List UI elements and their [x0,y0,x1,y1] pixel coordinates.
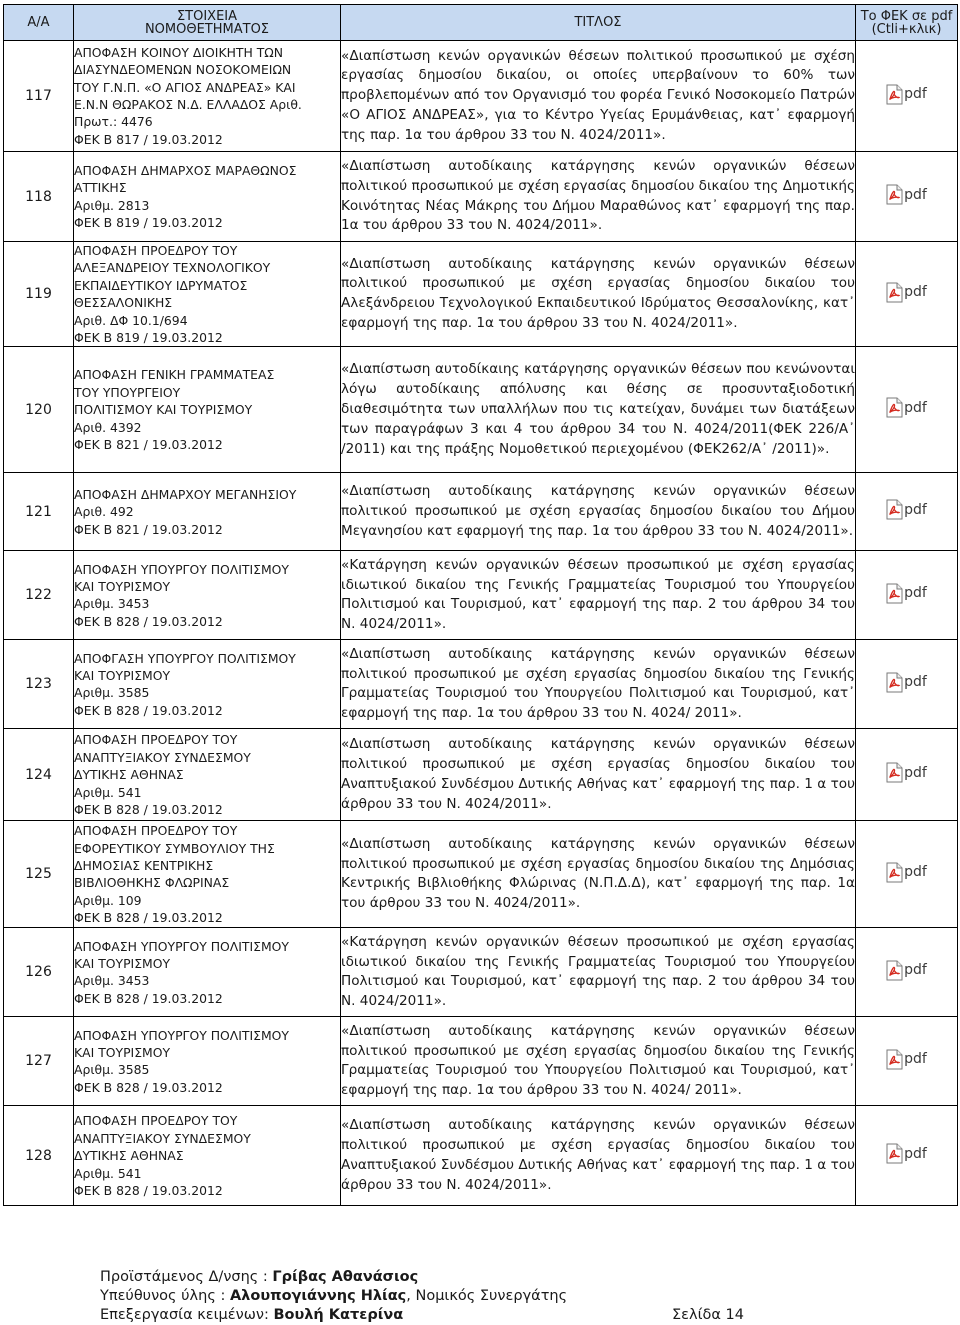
pdf-link-label: pdf [904,501,927,518]
row-title: «Διαπίστωση αυτοδίκαιης κατάργησης κενών οργανικών θέσεων πολιτικού προσωπικού με σχέση εργασίας δημοσίου δικαίου του Δήμου Μεγανησίου κατ εφαρμογή της παρ. 1α του άρθρου 33 του Ν. 4024/2011». [341,473,856,551]
row-source: ΑΠΟΦΑΣΗ ΠΡΟΕΔΡΟΥ ΤΟΥ ΑΝΑΠΤΥΞΙΑΚΟΥ ΣΥΝΔΕΣΜΟΥ ΔΥΤΙΚΗΣ ΑΘΗΝΑΣ Αριθμ. 541 ΦΕΚ Β 828 / 19.03.2012 [74,1106,341,1206]
pdf-link[interactable] [886,672,927,693]
table-row [4,473,958,551]
header-pdf [856,5,958,41]
row-number: 122 [4,551,74,640]
pdf-link-label: pdf [904,674,927,691]
row-pdf-cell [856,1017,958,1106]
row-pdf-cell [856,1106,958,1206]
row-pdf-cell [856,928,958,1017]
pdf-file-icon [886,1049,903,1070]
row-source: ΑΠΟΦΑΣΗ ΥΠΟΥΡΓΟΥ ΠΟΛΙΤΙΣΜΟΥ ΚΑΙ ΤΟΥΡΙΣΜΟΥ Αριθμ. 3585 ΦΕΚ Β 828 / 19.03.2012 [74,1017,341,1106]
row-source: ΑΠΟΦΑΣΗ ΠΡΟΕΔΡΟΥ ΤΟΥ ΑΝΑΠΤΥΞΙΑΚΟΥ ΣΥΝΔΕΣΜΟΥ ΔΥΤΙΚΗΣ ΑΘΗΝΑΣ Αριθμ. 541 ΦΕΚ Β 828 / 19.03.2012 [74,729,341,821]
pdf-file-icon [886,583,903,604]
row-source: ΑΠΟΦΑΣΗ ΠΡΟΕΔΡΟΥ ΤΟΥ ΑΛΕΞΑΝΔΡΕΙΟΥ ΤΕΧΝΟΛΟΓΙΚΟΥ ΕΚΠΑΙΔΕΥΤΙΚΟΥ ΙΔΡΥΜΑΤΟΣ ΘΕΣΣΑΛΟΝΙΚΗΣ Αριθ. ΔΦ 10.1/694 ΦΕΚ Β 819 / 19.03.2012 [74,242,341,347]
row-pdf-cell [856,640,958,729]
pdf-link-label: pdf [904,1145,927,1162]
pdf-file-icon [886,672,903,693]
pdf-file-icon [886,282,903,303]
row-pdf-cell [856,41,958,152]
row-pdf-cell [856,473,958,551]
row-number: 119 [4,242,74,347]
pdf-link[interactable] [886,184,927,205]
pdf-file-icon [886,762,903,783]
header-pdf-line2: (Ctli+κλικ) [871,21,942,37]
footer-editor-name: Αλουπογιάννης Ηλίας [229,1288,407,1304]
pdf-link-label: pdf [904,864,927,881]
row-source: ΑΠΟΦΓΑΣΗ ΥΠΟΥΡΓΟΥ ΠΟΛΙΤΙΣΜΟΥ ΚΑΙ ΤΟΥΡΙΣΜΟΥ Αριθμ. 3585 ΦΕΚ Β 828 / 19.03.2012 [74,640,341,729]
row-source: ΑΠΟΦΑΣΗ ΠΡΟΕΔΡΟΥ ΤΟΥ ΕΦΟΡΕΥΤΙΚΟΥ ΣΥΜΒΟΥΛΙΟΥ ΤΗΣ ΔΗΜΟΣΙΑΣ ΚΕΝΤΡΙΚΗΣ ΒΙΒΛΙΟΘΗΚΗΣ ΦΛΩΡΙΝΑΣ Αριθμ. 109 ΦΕΚ Β 828 / 19.03.2012 [74,821,341,928]
footer-head-line [100,1268,920,1287]
row-title: «Διαπίστωση αυτοδίκαιης κατάργησης κενών οργανικών θέσεων πολιτικού προσωπικού με σχέση εργασίας δημοσίου δικαίου της Δημοτικής Κοινότητας Νέας Μάκρης του Δήμου Μαραθώνος κατ᾽ εφαρμογή της παρ. 1α του άρθρου 33 του Ν. 4024/2011». [341,152,856,242]
row-title: «Διαπίστωση αυτοδίκαιης κατάργησης κενών οργανικών θέσεων πολιτικού προσωπικού με σχέση εργασίας δημοσίου δικαίου του Αναπτυξιακού Συνδέσμου Δυτικής Αθήνας κατ᾽ εφαρμογή της παρ. 1 α του άρθρου 33 του Ν. 4024/2011». [341,729,856,821]
row-number: 118 [4,152,74,242]
row-source: ΑΠΟΦΑΣΗ ΔΗΜΑΡΧΟΣ ΜΑΡΑΘΩΝΟΣ ΑΤΤΙΚΗΣ Αριθμ. 2813 ΦΕΚ Β 819 / 19.03.2012 [74,152,341,242]
footer-head-name: Γρίβας Αθανάσιος [272,1269,419,1285]
pdf-link[interactable] [886,1049,927,1070]
row-source: ΑΠΟΦΑΣΗ ΔΗΜΑΡΧΟΥ ΜΕΓΑΝΗΣΙΟΥ Αριθ. 492 ΦΕΚ Β 821 / 19.03.2012 [74,473,341,551]
footer-processing-line [100,1306,920,1325]
pdf-link-label: pdf [904,399,927,416]
document-footer [100,1268,920,1325]
footer-processing-label: Επεξεργασία κειμένων: [100,1307,274,1323]
pdf-file-icon [886,862,903,883]
decisions-table [3,4,958,1206]
row-source: ΑΠΟΦΑΣΗ ΚΟΙΝΟΥ ΔΙΟΙΚΗΤΗ ΤΩΝ ΔΙΑΣΥΝΔΕΟΜΕΝΩΝ ΝΟΣΟΚΟΜΕΙΩΝ ΤΟΥ Γ.Ν.Π. «Ο ΑΓΙΟΣ ΑΝΔΡΕΑΣ» ΚΑΙ Ε.Ν.Ν ΘΩΡΑΚΟΣ Ν.Δ. ΕΛΛΑΔΟΣ Αριθ. Πρωτ.: 4476 ΦΕΚ Β 817 / 19.03.2012 [74,41,341,152]
table-row [4,1017,958,1106]
footer-editor-label: Υπεύθυνος ύλης : [100,1288,230,1304]
pdf-link[interactable] [886,960,927,981]
table-body [4,41,958,1206]
table-row [4,551,958,640]
table-row [4,347,958,473]
pdf-link[interactable] [886,1143,927,1164]
header-no: Α/Α [4,5,74,41]
table-row [4,242,958,347]
table-row [4,152,958,242]
pdf-link[interactable] [886,282,927,303]
table-row [4,821,958,928]
header-source-line1: ΣΤΟΙΧΕΙΑ [176,8,238,24]
row-number: 123 [4,640,74,729]
row-title: «Κατάργηση κενών οργανικών θέσεων προσωπικού με σχέση εργασίας ιδιωτικού δικαίου της Γενικής Γραμματείας Τουρισμού του Υπουργείου Πολιτισμού και Τουρισμού, κατ᾽ εφαρμογή της παρ. 2 του άρθρου 34 του Ν. 4024/2011». [341,928,856,1017]
row-pdf-cell [856,821,958,928]
header-title: ΤΙΤΛΟΣ [341,5,856,41]
row-pdf-cell [856,242,958,347]
header-source-line2: ΝΟΜΟΘΕΤΗΜΑΤΟΣ [144,21,270,37]
header-source [74,5,341,41]
row-number: 125 [4,821,74,928]
pdf-file-icon [886,184,903,205]
row-number: 121 [4,473,74,551]
row-title: «Διαπίστωση αυτοδίκαιης κατάργησης κενών οργανικών θέσεων πολιτικού προσωπικού με σχέση εργασίας δημοσίου δικαίου της Γενικής Γραμματείας Τουρισμού του Υπουργείου Πολιτισμού και Τουρισμού, κατ᾽ εφαρμογή της παρ. 1α του άρθρου 33 του Ν. 4024/ 2011». [341,1017,856,1106]
pdf-link-label: pdf [904,86,927,102]
footer-editor-role: , Νομικός Συνεργάτης [406,1288,568,1304]
row-pdf-cell [856,347,958,473]
row-pdf-cell [856,729,958,821]
pdf-file-icon [886,960,903,981]
footer-processing-name: Βουλή Κατερίνα [273,1307,404,1323]
table-row [4,41,958,152]
pdf-link-label: pdf [904,186,927,203]
pdf-link[interactable] [886,499,927,520]
page-number: Σελίδα 14 [672,1307,744,1323]
row-title: «Διαπίστωση αυτοδίκαιης κατάργησης κενών οργανικών θέσεων πολιτικού προσωπικού με σχέση εργασίας δημοσίου δικαίου της Γενικής Γραμματείας Τουρισμού του Υπουργείου Πολιτισμού και Τουρισμού, κατ᾽ εφαρμογή της παρ. 1α του άρθρου 33 του Ν. 4024/ 2011». [341,640,856,729]
pdf-link[interactable] [886,84,927,105]
row-title: «Διαπίστωση αυτοδίκαιης κατάργησης κενών οργανικών θέσεων πολιτικού προσωπικού με σχέση εργασίας δημοσίου δικαίου του Αλεξάνδρειου Τεχνολογικού Εκπαιδευτικού Ιδρύματος Θεσσαλονίκης, κατ᾽ εφαρμογή της παρ. 1α του άρθρου 33 του Ν. 4024/2011». [341,242,856,347]
table-row [4,1106,958,1206]
table-header-row [4,5,958,41]
pdf-link-label: pdf [904,1051,927,1068]
table-row [4,928,958,1017]
pdf-link[interactable] [886,397,927,418]
pdf-link[interactable] [886,583,927,604]
row-number: 117 [4,41,74,152]
pdf-file-icon [886,397,903,418]
footer-editor-line [100,1287,920,1306]
row-number: 120 [4,347,74,473]
header-pdf-line1: Το ΦΕΚ σε pdf [860,8,953,24]
row-title: «Διαπίστωση αυτοδίκαιης κατάργησης κενών οργανικών θέσεων πολιτικού προσωπικού με σχέση εργασίας δημοσίου δικαίου της Δημόσιας Κεντρικής Βιβλιοθήκης Φλώρινας (Ν.Π.Δ.Δ), κατ᾽ εφαρμογή της παρ. 1α του άρθρου 33 του Ν. 4024/2011». [341,821,856,928]
row-number: 126 [4,928,74,1017]
pdf-link-label: pdf [904,764,927,781]
row-pdf-cell [856,152,958,242]
row-pdf-cell [856,551,958,640]
row-title: «Διαπίστωση κενών οργανικών θέσεων πολιτικού προσωπικού με σχέση εργασίας δημοσίου δικαίου, οι οποίες υπερβαίνουν το 60% των προβλεπομένων από τον Οργανισμό του φορέα Γενικό Νοσοκομείο Πατρών «Ο ΑΓΙΟΣ ΑΝΔΡΕΑΣ», για το Κέντρο Υγείας Ερυμάνθειας, κατ᾽ εφαρμογή της παρ. 1α του άρθρου 33 του Ν. 4024/2011». [341,41,856,152]
pdf-link-label: pdf [904,585,927,602]
pdf-link[interactable] [886,762,927,783]
table-row [4,640,958,729]
row-title: «Διαπίστωση αυτοδίκαιης κατάργησης κενών οργανικών θέσεων πολιτικού προσωπικού με σχέση εργασίας δημοσίου δικαίου του Αναπτυξιακού Συνδέσμου Δυτικής Αθήνας κατ᾽ εφαρμογή της παρ. 1 α του άρθρου 33 του Ν. 4024/2011». [341,1106,856,1206]
row-source: ΑΠΟΦΑΣΗ ΥΠΟΥΡΓΟΥ ΠΟΛΙΤΙΣΜΟΥ ΚΑΙ ΤΟΥΡΙΣΜΟΥ Αριθμ. 3453 ΦΕΚ Β 828 / 19.03.2012 [74,928,341,1017]
pdf-link-label: pdf [904,284,927,301]
pdf-link-label: pdf [904,962,927,979]
pdf-link[interactable] [886,862,927,883]
row-number: 124 [4,729,74,821]
pdf-file-icon [886,1143,903,1164]
table-row [4,729,958,821]
row-title: «Διαπίστωση αυτοδίκαιης κατάργησης οργανικών θέσεων που κενώνονται λόγω αυτοδίκαιης απόλυσης και θέσης σε προσυνταξιοδοτική διαθεσιμότητα των υπαλλήλων που τις κατείχαν, δυνάμει των διατάξεων των παραγράφων 3 και 4 του άρθρου 34 του Ν. 4024/2011(ΦΕΚ 226/Α᾽ /2011) και της πράξης Νομοθετικού περιεχομένου (ΦΕΚ262/Α᾽ /2011)». [341,347,856,473]
pdf-file-icon [886,84,903,105]
row-number: 128 [4,1106,74,1206]
row-number: 127 [4,1017,74,1106]
row-source: ΑΠΟΦΑΣΗ ΥΠΟΥΡΓΟΥ ΠΟΛΙΤΙΣΜΟΥ ΚΑΙ ΤΟΥΡΙΣΜΟΥ Αριθμ. 3453 ΦΕΚ Β 828 / 19.03.2012 [74,551,341,640]
row-title: «Κατάργηση κενών οργανικών θέσεων προσωπικού με σχέση εργασίας ιδιωτικού δικαίου της Γενικής Γραμματείας Τουρισμού του Υπουργείου Πολιτισμού και Τουρισμού, κατ᾽ εφαρμογή της παρ. 2 του άρθρου 34 του Ν. 4024/2011». [341,551,856,640]
row-source: ΑΠΟΦΑΣΗ ΓΕΝΙΚΗ ΓΡΑΜΜΑΤΕΑΣ ΤΟΥ ΥΠΟΥΡΓΕΙΟΥ ΠΟΛΙΤΙΣΜΟΥ ΚΑΙ ΤΟΥΡΙΣΜΟΥ Αριθ. 4392 ΦΕΚ Β 821 / 19.03.2012 [74,347,341,473]
footer-head-label: Προϊστάμενος Δ/νσης : [100,1269,273,1285]
pdf-file-icon [886,499,903,520]
